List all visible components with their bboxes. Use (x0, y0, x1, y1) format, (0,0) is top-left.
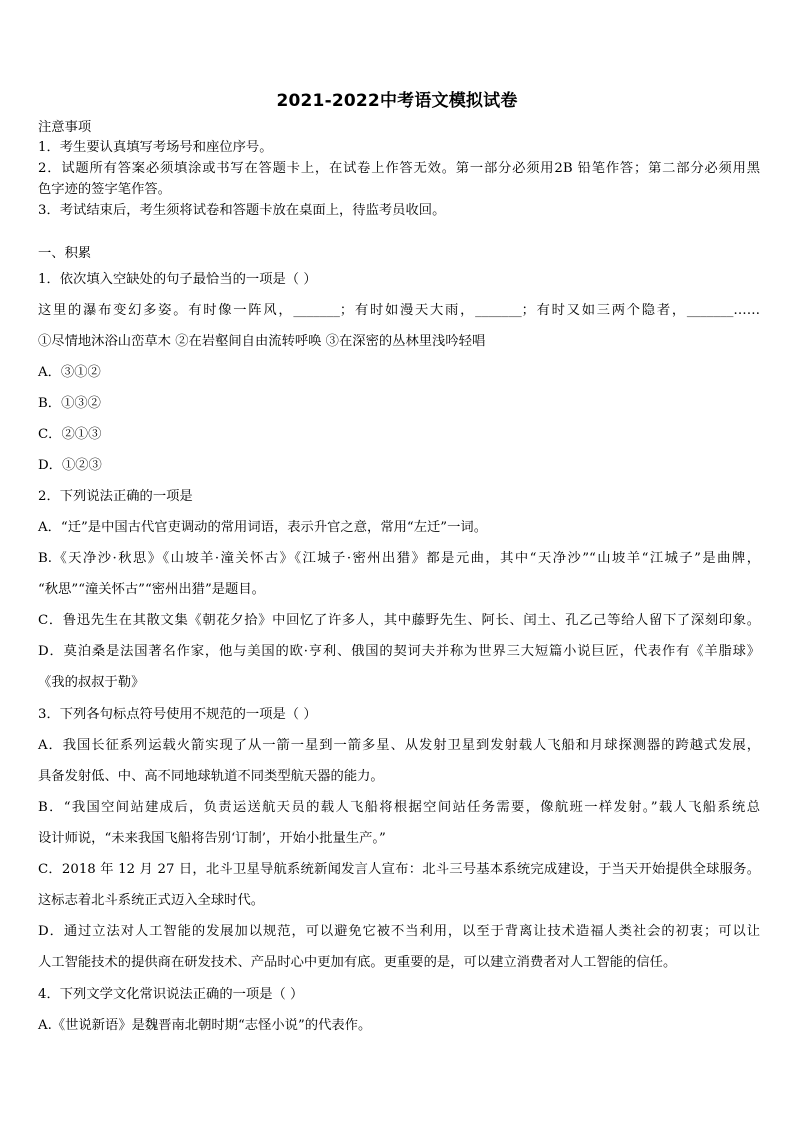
question-3-option-a: A．我国长征系列运载火箭实现了从一箭一星到一箭多星、从发射卫星到发射载人飞船和月球探测器的跨越式发展， (38, 738, 760, 753)
question-3-option-c: C．2018 年 12 月 27 日，北斗卫星导航系统新闻发言人宣布：北斗三号基本系统完成建设，于当天开始提供全球服务。 (38, 862, 760, 877)
question-3-option-b-cont: 设计师说，“未来我国飞船将告别‘订制’，开始小批量生产。” (38, 831, 386, 846)
notice-item-2-cont: 色字迹的签字笔作答。 (38, 182, 171, 197)
section-heading: 一、积累 (38, 246, 92, 261)
notice-item-3: 3．考试结束后，考生须将试卷和答题卡放在桌面上，待监考员收回。 (38, 203, 446, 218)
question-3-option-a-cont: 具备发射低、中、高不同地球轨道不同类型航天器的能力。 (38, 769, 384, 784)
question-1-option-c: C．②①③ (38, 427, 102, 442)
question-1-passage: 这里的瀑布变幻多姿。有时像一阵风，_______；有时如漫天大雨，_______；有时又如三两个隐者，_______…… (38, 303, 760, 318)
question-3-stem: 3．下列各句标点符号使用不规范的一项是（ ） (38, 707, 317, 722)
question-1-stem: 1．依次填入空缺处的句子最恰当的一项是（ ） (38, 272, 317, 287)
notice-item-1: 1．考生要认真填写考场号和座位序号。 (38, 140, 273, 155)
question-3-option-d-cont: 人工智能技术的提供商在研发技术、产品时心中更加有底。更重要的是，可以建立消费者对人工智能的信任。 (38, 955, 677, 970)
notice-heading: 注意事项 (38, 120, 92, 135)
question-1-option-d: D．①②③ (38, 458, 102, 473)
question-4-stem: 4．下列文学文化常识说法正确的一项是（ ） (38, 987, 304, 1002)
question-2-option-a: A．“迁”是中国古代官吏调动的常用词语，表示升官之意，常用“左迁”一词。 (38, 520, 487, 535)
question-1-option-b: B．①③② (38, 396, 101, 411)
question-4-option-a: A.《世说新语》是魏晋南北朝时期“志怪小说”的代表作。 (38, 1018, 372, 1033)
question-1-choices: ①尽情地沐浴山峦草木 ②在岩壑间自由流转呼唤 ③在深密的丛林里浅吟轻唱 (38, 334, 486, 349)
question-2-option-b-cont: “秋思”“潼关怀古”“密州出猎”是题目。 (38, 582, 265, 597)
question-1-option-a: A．③①② (38, 365, 101, 380)
question-3-option-c-cont: 这标志着北斗系统正式迈入全球时代。 (38, 893, 265, 908)
exam-title: 2021-2022中考语文模拟试卷 (276, 91, 518, 111)
question-3-option-d: D．通过立法对人工智能的发展加以规范，可以避免它被不当利用，以至于背离让技术造福人类社会的初衷；可以让 (38, 924, 760, 939)
question-3-option-b: B．“我国空间站建成后，负责运送航天员的载人飞船将根据空间站任务需要，像航班一样发射。”载人飞船系统总 (38, 800, 760, 815)
question-2-stem: 2．下列说法正确的一项是 (38, 489, 193, 504)
question-2-option-d: D．莫泊桑是法国著名作家，他与美国的欧·亨利、俄国的契诃夫并称为世界三大短篇小说巨匠，代表作有《羊脂球》 (38, 644, 760, 659)
question-2-option-c: C．鲁迅先生在其散文集《朝花夕拾》中回忆了许多人，其中藤野先生、阿长、闰土、孔乙己等给人留下了深刻印象。 (38, 613, 760, 628)
question-2-option-d-cont: 《我的叔叔于勒》 (38, 675, 145, 690)
question-2-option-b: B.《天净沙·秋思》《山坡羊·潼关怀古》《江城子·密州出猎》都是元曲，其中“天净沙”“山坡羊“江城子”是曲牌， (38, 551, 760, 566)
notice-item-2: 2．试题所有答案必须填涂或书写在答题卡上，在试卷上作答无效。第一部分必须用2B 铅笔作答；第二部分必须用黑 (38, 161, 760, 176)
